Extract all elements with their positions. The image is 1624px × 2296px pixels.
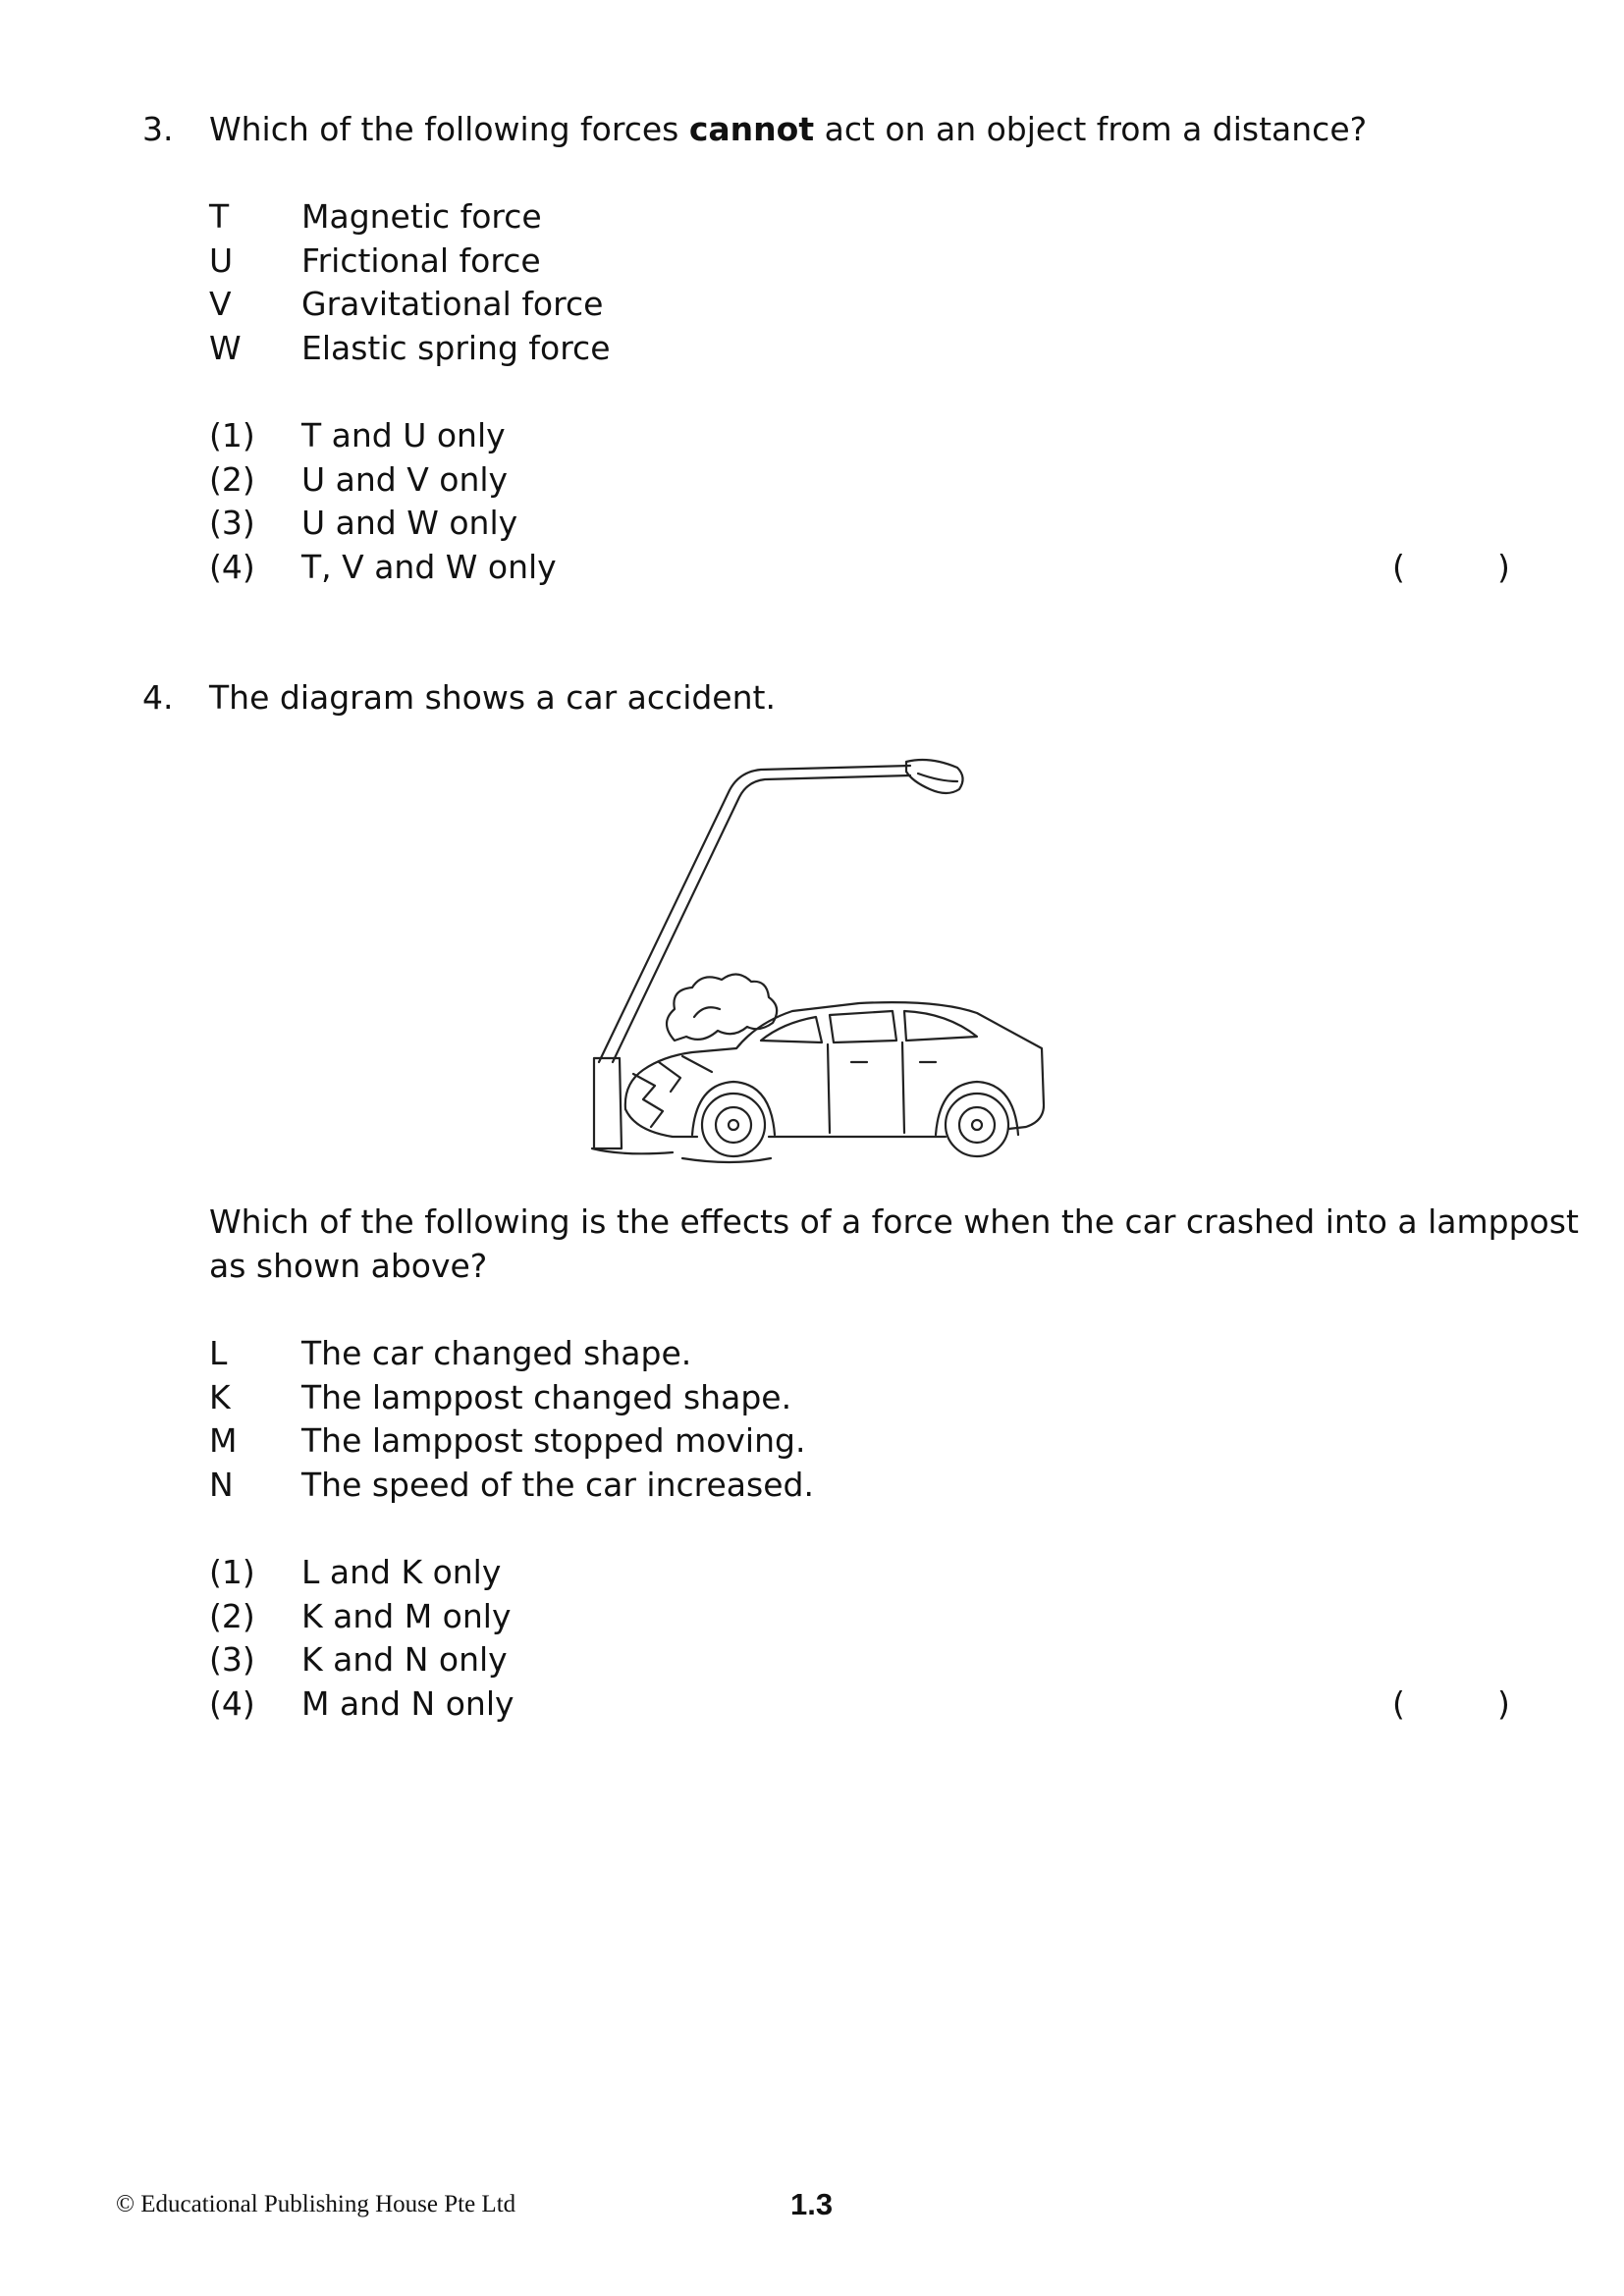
option-text: U and V only (301, 460, 509, 499)
answer-bracket-close[interactable]: ) (1497, 548, 1510, 586)
answer-bracket-close[interactable]: ) (1497, 1684, 1510, 1723)
copyright-text: © Educational Publishing House Pte Ltd (116, 2191, 516, 2217)
question-number: 3. (142, 110, 174, 148)
front-wheel (702, 1094, 765, 1156)
question-number: 4. (142, 678, 174, 717)
option-text: K and N only (301, 1640, 508, 1679)
answer-bracket-open[interactable]: ( (1392, 548, 1405, 586)
lamp-head (906, 760, 963, 793)
statement-key: M (209, 1421, 238, 1460)
statement-key: W (209, 329, 242, 367)
statement-text: Frictional force (301, 241, 541, 280)
option-text: M and N only (301, 1684, 514, 1723)
option-key: (3) (209, 504, 255, 542)
statement-text: Magnetic force (301, 197, 542, 236)
option-key: (3) (209, 1640, 255, 1679)
question-stem: Which of the following forces cannot act on an object from a distance? (209, 110, 1368, 148)
question-stem: as shown above? (209, 1247, 488, 1285)
statement-key: L (209, 1334, 228, 1372)
answer-bracket-open[interactable]: ( (1392, 1684, 1405, 1723)
emphasis-text: cannot (688, 110, 815, 148)
statement-text: Elastic spring force (301, 329, 611, 367)
statement-text: The lamppost stopped moving. (301, 1421, 806, 1460)
statement-key: V (209, 285, 232, 323)
car-body (625, 1002, 1044, 1129)
statement-key: T (209, 197, 230, 236)
car-window-rear (904, 1011, 977, 1041)
option-text: T, V and W only (301, 548, 557, 586)
option-key: (2) (209, 460, 255, 499)
lamppost-pole-inner (613, 775, 910, 1062)
statement-text: The car changed shape. (301, 1334, 692, 1372)
question-intro: The diagram shows a car accident. (209, 678, 776, 717)
option-text: T and U only (301, 416, 506, 454)
option-key: (4) (209, 548, 255, 586)
option-key: (2) (209, 1597, 255, 1635)
question-stem: Which of the following is the effects of a force when the car crashed into a lamppost (209, 1202, 1579, 1241)
option-text: L and K only (301, 1553, 502, 1591)
statement-key: N (209, 1466, 234, 1504)
statement-key: U (209, 241, 234, 280)
car-accident-diagram (565, 746, 1056, 1168)
option-text: K and M only (301, 1597, 512, 1635)
lamppost-pole (599, 766, 910, 1062)
car-window-middle (830, 1011, 896, 1042)
statement-text: Gravitational force (301, 285, 604, 323)
rear-wheel (946, 1094, 1008, 1156)
lamppost-base (594, 1058, 622, 1148)
page-number: 1.3 (790, 2187, 834, 2221)
option-key: (1) (209, 1553, 255, 1591)
option-text: U and W only (301, 504, 518, 542)
option-key: (4) (209, 1684, 255, 1723)
statement-text: The lamppost changed shape. (301, 1378, 792, 1416)
statement-key: K (209, 1378, 231, 1416)
smoke-cloud (667, 974, 777, 1041)
statement-text: The speed of the car increased. (301, 1466, 814, 1504)
option-key: (1) (209, 416, 255, 454)
